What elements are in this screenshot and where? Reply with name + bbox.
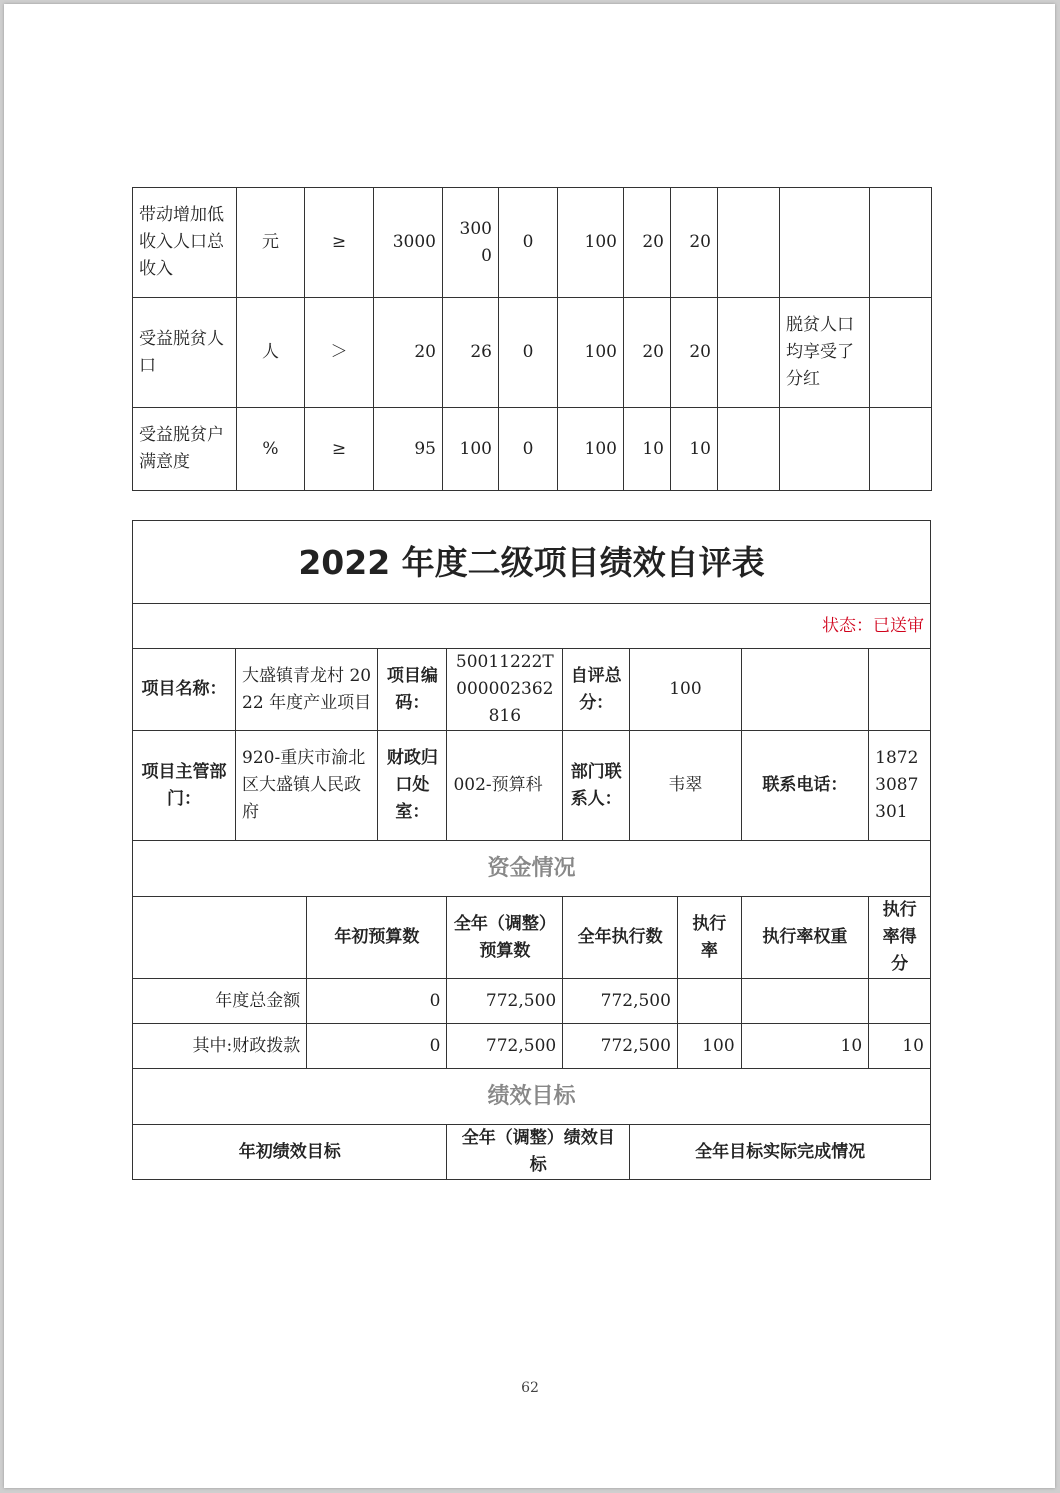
funds-cell [741, 979, 868, 1024]
goals-header: 全年（调整）绩效目标 [447, 1125, 630, 1180]
funds-header: 执行率得分 [869, 897, 931, 979]
indicator-table [132, 187, 932, 491]
empty-cell [869, 649, 931, 731]
self-evaluation-form [132, 520, 931, 1180]
funds-cell: 0 [307, 1024, 447, 1069]
indicator-cell: 10 [671, 408, 718, 491]
funds-cell [677, 979, 741, 1024]
finance-label: 财政归口处室： [378, 731, 447, 841]
funds-header: 执行率权重 [741, 897, 868, 979]
indicator-name: 带动增加低收入人口总收入 [133, 188, 237, 298]
table-row [133, 979, 931, 1024]
phone-value: 18723087301 [869, 731, 931, 841]
table-row [133, 408, 932, 491]
indicator-cell [870, 188, 932, 298]
funds-section-title: 资金情况 [133, 841, 931, 897]
goals-header: 全年目标实际完成情况 [630, 1125, 931, 1180]
indicator-actual: 3000 [443, 188, 499, 298]
page-number: 62 [521, 1380, 539, 1396]
indicator-cell: 20 [624, 298, 671, 408]
indicator-cell: 10 [624, 408, 671, 491]
indicator-cell [870, 298, 932, 408]
indicator-cell: 100 [558, 408, 624, 491]
indicator-cell: 0 [499, 188, 558, 298]
contact-value: 韦翠 [630, 731, 742, 841]
indicator-unit: % [237, 408, 305, 491]
funds-cell: 100 [677, 1024, 741, 1069]
funds-cell: 772,500 [563, 1024, 678, 1069]
indicator-cell: 20 [624, 188, 671, 298]
indicator-cell [870, 408, 932, 491]
indicator-cell: 100 [558, 298, 624, 408]
funds-cell: 10 [869, 1024, 931, 1069]
indicator-cell: 20 [671, 188, 718, 298]
indicator-note [780, 408, 870, 491]
finance-value: 002-预算科 [447, 731, 563, 841]
funds-header: 全年（调整）预算数 [447, 897, 563, 979]
indicator-actual: 26 [443, 298, 499, 408]
project-code-value: 50011222T000002362816 [447, 649, 563, 731]
score-label: 自评总分： [563, 649, 630, 731]
indicator-target: 3000 [374, 188, 443, 298]
indicator-actual: 100 [443, 408, 499, 491]
indicator-cell: 0 [499, 298, 558, 408]
funds-cell: 10 [741, 1024, 868, 1069]
indicator-target: 95 [374, 408, 443, 491]
indicator-cell: 20 [671, 298, 718, 408]
indicator-note: 脱贫人口均享受了分红 [780, 298, 870, 408]
goals-header: 年初绩效目标 [133, 1125, 447, 1180]
indicator-unit: 人 [237, 298, 305, 408]
funds-cell: 0 [307, 979, 447, 1024]
project-name-value: 大盛镇青龙村 2022 年度产业项目 [236, 649, 378, 731]
indicator-cell [718, 408, 780, 491]
indicator-unit: 元 [237, 188, 305, 298]
indicator-target: 20 [374, 298, 443, 408]
contact-label: 部门联系人： [563, 731, 630, 841]
funds-header: 执行率 [677, 897, 741, 979]
goals-section-title: 绩效目标 [133, 1069, 931, 1125]
table-row [133, 188, 932, 298]
funds-row-label: 其中:财政拨款 [133, 1024, 307, 1069]
indicator-cell [718, 188, 780, 298]
dept-value: 920-重庆市渝北区大盛镇人民政府 [236, 731, 378, 841]
funds-header [133, 897, 307, 979]
funds-cell: 772,500 [447, 1024, 563, 1069]
indicator-operator: ≥ [305, 188, 374, 298]
empty-cell [741, 649, 868, 731]
indicator-cell: 0 [499, 408, 558, 491]
project-code-label: 项目编码： [378, 649, 447, 731]
funds-header: 年初预算数 [307, 897, 447, 979]
funds-row-label: 年度总金额 [133, 979, 307, 1024]
funds-cell: 772,500 [563, 979, 678, 1024]
table-row [133, 1024, 931, 1069]
indicator-name: 受益脱贫人口 [133, 298, 237, 408]
funds-cell [869, 979, 931, 1024]
indicator-note [780, 188, 870, 298]
dept-label: 项目主管部门： [133, 731, 236, 841]
page-title: 2022 年度二级项目绩效自评表 [133, 521, 931, 604]
project-name-label: 项目名称： [133, 649, 236, 731]
status-badge: 状态：已送审 [133, 604, 931, 649]
table-row [133, 298, 932, 408]
indicator-operator: ≥ [305, 408, 374, 491]
phone-label: 联系电话： [741, 731, 868, 841]
indicator-cell: 100 [558, 188, 624, 298]
indicator-cell [718, 298, 780, 408]
indicator-name: 受益脱贫户满意度 [133, 408, 237, 491]
funds-header: 全年执行数 [563, 897, 678, 979]
score-value: 100 [630, 649, 742, 731]
funds-cell: 772,500 [447, 979, 563, 1024]
indicator-operator: ＞ [305, 298, 374, 408]
